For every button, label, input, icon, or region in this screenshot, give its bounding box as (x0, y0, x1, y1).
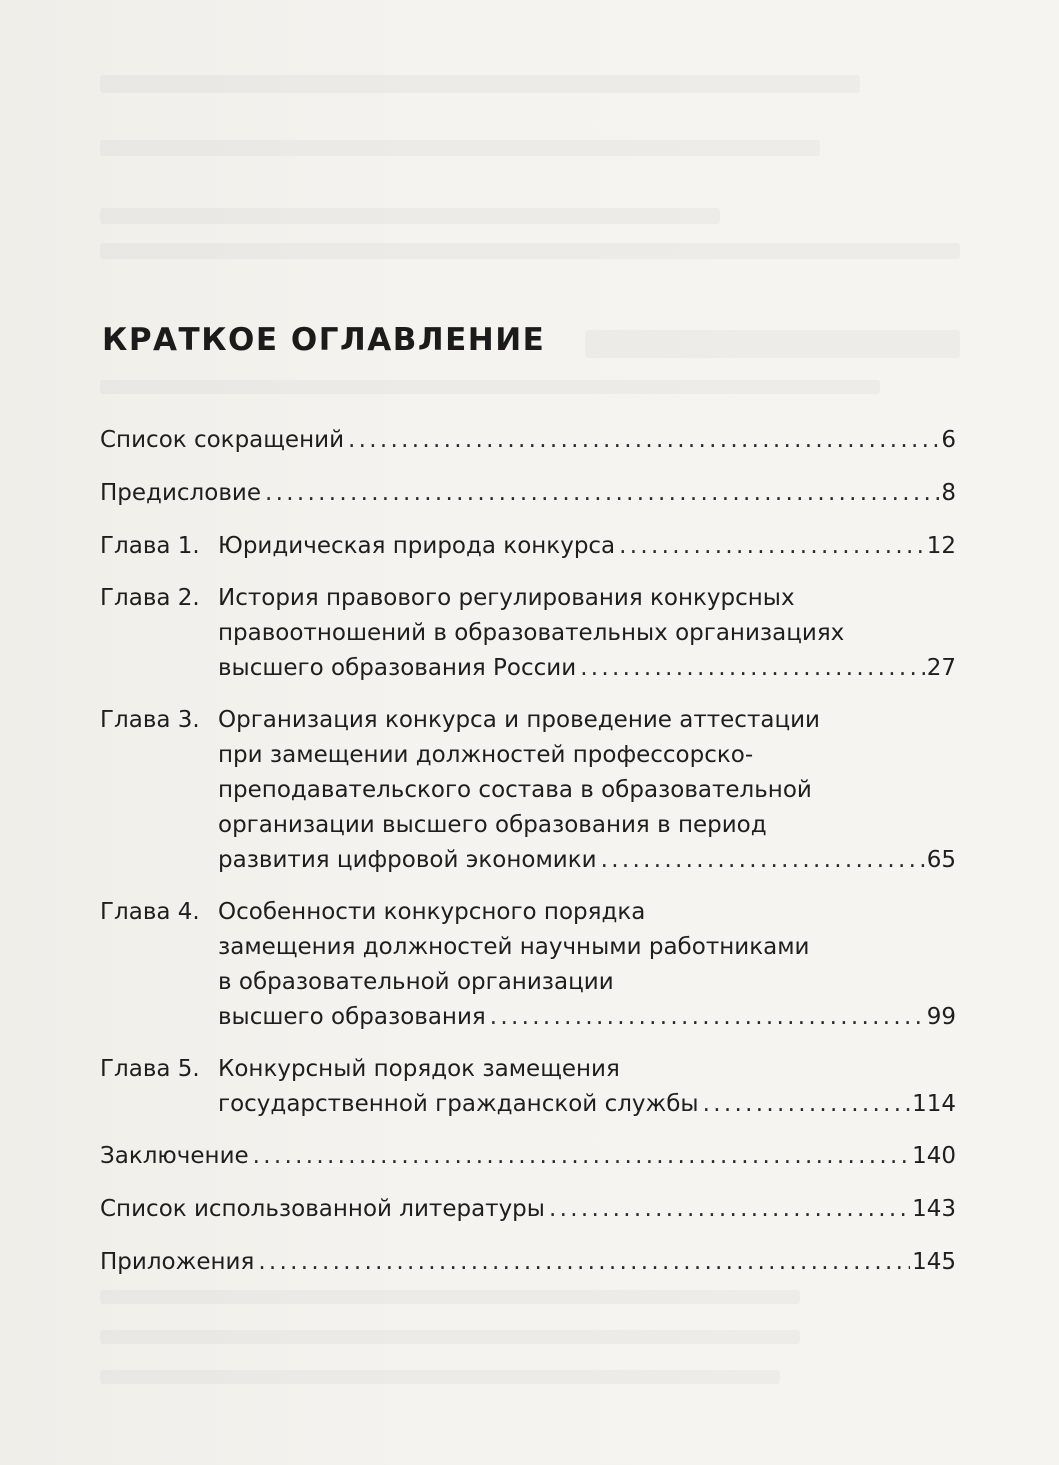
toc-page-number: 99 (926, 1004, 956, 1030)
toc-entry-appendices[interactable] (100, 1245, 956, 1280)
toc-entry-title-line: История правового регулирования конкурсных (218, 585, 795, 611)
table-of-contents (100, 423, 956, 1298)
toc-entry-title: Юридическая природа конкурса (218, 533, 616, 559)
toc-page-number: 27 (926, 655, 956, 681)
toc-entry-title-line: правоотношений в образовательных организациях (218, 620, 845, 646)
toc-entry-body (100, 423, 956, 458)
toc-entry-chapter-3[interactable] (100, 703, 956, 878)
dot-leader (549, 1192, 910, 1227)
dot-leader (619, 529, 925, 564)
show-through-mark (100, 380, 880, 394)
show-through-mark (100, 140, 820, 156)
toc-entry-chapter-2[interactable] (100, 581, 956, 686)
toc-page-number: 12 (926, 533, 956, 559)
toc-page-number: 114 (912, 1091, 956, 1117)
dot-leader (601, 843, 925, 878)
toc-last-line (218, 651, 956, 686)
toc-entry-chapter-1[interactable] (100, 529, 956, 564)
toc-last-line (100, 423, 956, 458)
toc-last-line (100, 1245, 956, 1280)
dot-leader (703, 1087, 911, 1122)
toc-entry-body (218, 895, 956, 1035)
toc-last-line (100, 1192, 956, 1227)
toc-page-number: 143 (912, 1196, 956, 1222)
toc-last-line (218, 843, 956, 878)
toc-entry-title: Список использованной литературы (100, 1196, 545, 1222)
toc-last-line (218, 1000, 956, 1035)
toc-entry-chapter-4[interactable] (100, 895, 956, 1035)
show-through-mark (100, 75, 860, 93)
toc-entry-body (218, 529, 956, 564)
toc-entry-title-line: преподавательского состава в образовательной (218, 777, 812, 803)
toc-entry-body (100, 1192, 956, 1227)
toc-entry-title: Предисловие (100, 480, 261, 506)
chapter-label: Глава 2. (100, 585, 200, 611)
toc-entry-preface[interactable] (100, 476, 956, 511)
toc-entry-body (218, 1052, 956, 1122)
toc-entry-title-line: при замещении должностей профессорско- (218, 742, 754, 768)
toc-last-line (218, 1087, 956, 1122)
toc-entry-title-line: в образовательной организации (218, 969, 614, 995)
toc-page-number: 145 (912, 1249, 956, 1275)
toc-entry-body (100, 1245, 956, 1280)
dot-leader (580, 651, 925, 686)
toc-entry-body (218, 703, 956, 878)
show-through-mark (100, 1330, 800, 1344)
toc-entry-title: Список сокращений (100, 427, 345, 453)
toc-entry-title-line: Организация конкурса и проведение аттестации (218, 707, 820, 733)
show-through-mark (100, 243, 960, 259)
toc-entry-abbreviations[interactable] (100, 423, 956, 458)
toc-page-number: 8 (941, 480, 956, 506)
toc-entry-title-line: Особенности конкурсного порядка (218, 899, 646, 925)
page-title: КРАТКОЕ ОГЛАВЛЕНИЕ (102, 322, 546, 358)
toc-entry-body (100, 476, 956, 511)
show-through-mark (585, 330, 960, 358)
toc-page-number: 65 (926, 847, 956, 873)
toc-page-number: 6 (941, 427, 956, 453)
dot-leader (265, 476, 939, 511)
toc-last-line (100, 1139, 956, 1174)
toc-entry-title-line: государственной гражданской службы (218, 1091, 699, 1117)
chapter-label: Глава 5. (100, 1056, 200, 1082)
toc-entry-title-line: высшего образования (218, 1004, 486, 1030)
show-through-mark (100, 1370, 780, 1384)
toc-entry-chapter-5[interactable] (100, 1052, 956, 1122)
chapter-label: Глава 3. (100, 707, 200, 733)
toc-entry-title-line: высшего образования России (218, 655, 577, 681)
toc-entry-title-line: развития цифровой экономики (218, 847, 597, 873)
toc-entry-body (100, 1139, 956, 1174)
dot-leader (490, 1000, 925, 1035)
toc-entry-title: Заключение (100, 1143, 249, 1169)
dot-leader (253, 1139, 910, 1174)
show-through-mark (100, 208, 720, 224)
toc-entry-title-line: замещения должностей научными работниками (218, 934, 810, 960)
toc-entry-title: Приложения (100, 1249, 255, 1275)
toc-last-line (100, 476, 956, 511)
chapter-label: Глава 4. (100, 899, 200, 925)
toc-entry-title-line: организации высшего образования в период (218, 812, 767, 838)
toc-entry-title-line: Конкурсный порядок замещения (218, 1056, 620, 1082)
chapter-label: Глава 1. (100, 533, 200, 559)
toc-entry-body (218, 581, 956, 686)
toc-last-line (218, 529, 956, 564)
dot-leader (348, 423, 939, 458)
dot-leader (258, 1245, 910, 1280)
toc-entry-conclusion[interactable] (100, 1139, 956, 1174)
toc-entry-bibliography[interactable] (100, 1192, 956, 1227)
toc-page-number: 140 (912, 1143, 956, 1169)
